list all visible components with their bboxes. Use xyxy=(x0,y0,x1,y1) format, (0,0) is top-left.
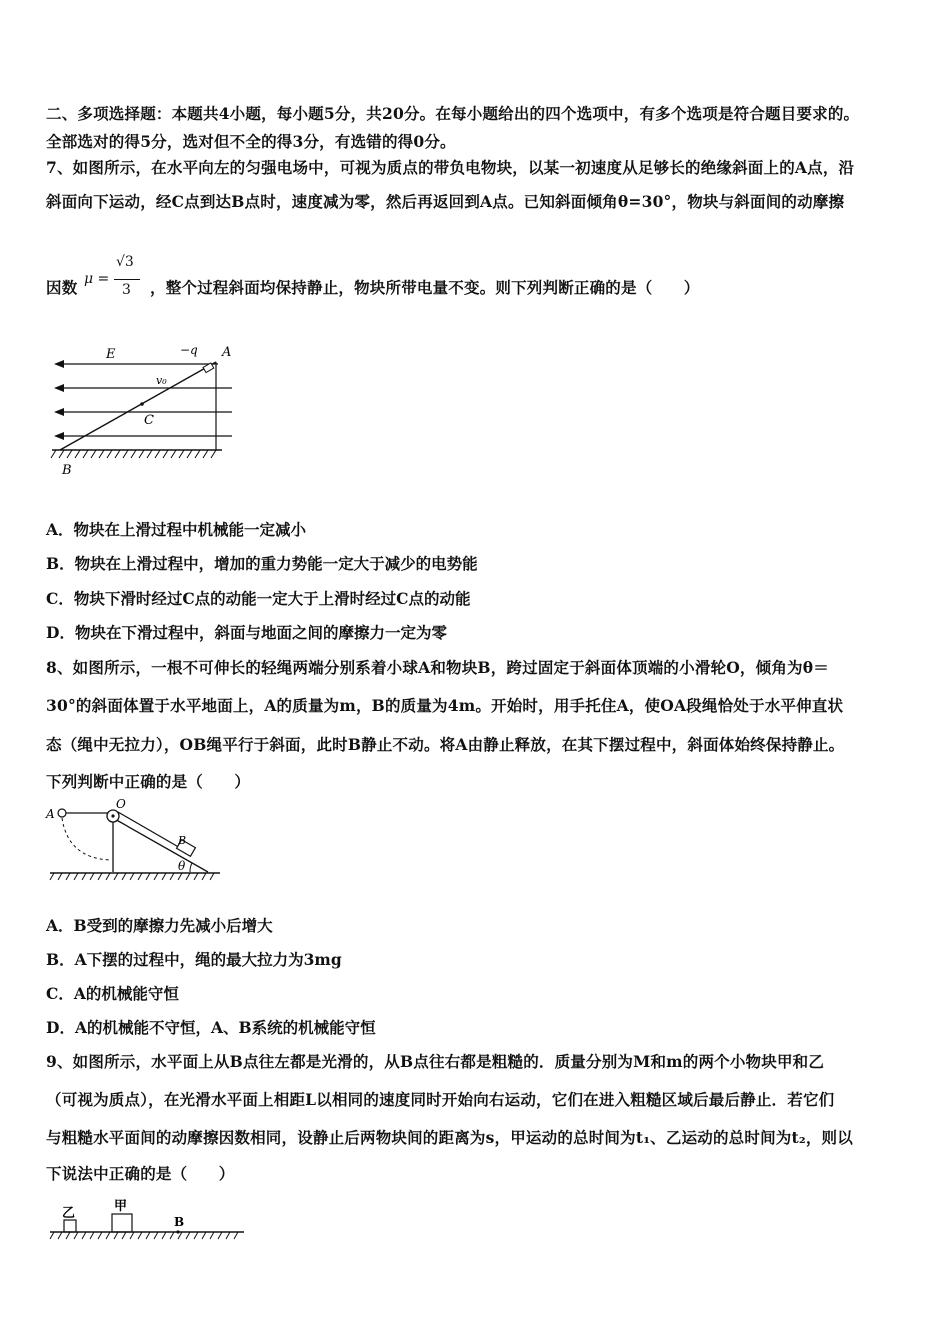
q9-text-line4: 下说法中正确的是（ ） xyxy=(46,1164,235,1183)
q8-option-c[interactable]: C．A的机械能守恒 xyxy=(46,984,179,1003)
label-o: O xyxy=(116,798,126,811)
label-b: B xyxy=(62,463,72,478)
q8-text-line4: 下列判断中正确的是（ ） xyxy=(46,772,251,791)
arrowhead-icon xyxy=(54,384,64,392)
q8-figure-pulley-incline xyxy=(40,798,230,888)
q8-option-d[interactable]: D．A的机械能不守恒，A、B系统的机械能守恒 xyxy=(46,1018,376,1037)
label-yi: 乙 xyxy=(62,1206,76,1221)
q7-figure-incline-field xyxy=(40,340,240,480)
arrowhead-icon xyxy=(54,360,64,368)
label-e: E xyxy=(106,347,116,362)
q7-text-line3-suffix: ，整个过程斜面均保持静止，物块所带电量不变。则下列判断正确的是（ ） xyxy=(150,278,700,297)
label-a: A xyxy=(46,807,55,821)
q7-option-d[interactable]: D．物块在下滑过程中，斜面与地面之间的摩擦力一定为零 xyxy=(46,623,447,642)
q8-text-line1: 8、如图所示，一根不可伸长的轻绳两端分别系着小球A和物块B，跨过固定于斜面体顶端的小滑轮O，倾角为θ＝ xyxy=(46,658,829,677)
swing-path xyxy=(62,818,110,860)
q7-option-c[interactable]: C．物块下滑时经过C点的动能一定大于上滑时经过C点的动能 xyxy=(46,589,471,608)
ball-a xyxy=(58,809,66,817)
section-heading: 二、多项选择题：本题共4小题，每小题5分，共20分。在每小题给出的四个选项中，有多个选项是符合题目要求的。 xyxy=(46,104,860,123)
rope-ob xyxy=(118,812,182,849)
label-charge: −q xyxy=(180,343,198,357)
q7-text-line3-prefix: 因数 xyxy=(46,278,78,297)
label-v0: v₀ xyxy=(156,374,167,387)
q7-text-line2: 斜面向下运动，经C点到达B点时，速度减为零，然后再返回到A点。已知斜面倾角θ=30°，物块与斜面间的动摩擦 xyxy=(46,192,845,211)
label-b: B xyxy=(174,1215,185,1229)
arrowhead-icon xyxy=(54,408,64,416)
q7-text-line1: 7、如图所示，在水平向左的匀强电场中，可视为质点的带负电物块，以某一初速度从足够长的绝缘斜面上的A点，沿 xyxy=(46,158,855,177)
q8-text-line3: 态（绳中无拉力），OB绳平行于斜面，此时B静止不动。将A由静止释放，在其下摆过程中，斜面体始终保持静止。 xyxy=(46,735,845,754)
q7-option-a[interactable]: A．物块在上滑过程中机械能一定减小 xyxy=(46,520,307,539)
label-theta: θ xyxy=(178,859,186,873)
section-scoring-rule: 全部选对的得5分，选对但不全的得3分，有选错的得0分。 xyxy=(46,132,456,151)
incline-surface xyxy=(60,362,216,450)
mu-denominator: 3 xyxy=(122,282,131,298)
q8-option-b[interactable]: B．A下摆的过程中，绳的最大拉力为3mg xyxy=(46,950,342,969)
q7-option-b[interactable]: B．物块在上滑过程中，增加的重力势能一定大于减少的电势能 xyxy=(46,554,478,573)
incline-slope xyxy=(113,818,208,872)
q9-text-line3: 与粗糙水平面间的动摩擦因数相同，设静止后两物块间的距离为s，甲运动的总时间为t₁、乙运动的总时间为t₂，则以 xyxy=(46,1128,853,1147)
q7-mu-formula xyxy=(84,254,144,304)
q8-text-line2: 30°的斜面体置于水平地面上，A的质量为m，B的质量为4m。开始时，用手托住A，使OA段绳恰处于水平伸直状 xyxy=(46,696,844,715)
fraction-bar xyxy=(114,279,140,280)
point-c-dot xyxy=(140,402,144,406)
q9-text-line2: （可视为质点），在光滑水平面上相距L以相同的速度同时开始向右运动，它们在进入粗糙区域后最后静止．若它们 xyxy=(46,1090,835,1109)
label-a: A xyxy=(222,345,232,360)
q8-option-a[interactable]: A．B受到的摩擦力先减小后增大 xyxy=(46,916,273,935)
label-c: C xyxy=(144,413,154,428)
pulley-axle xyxy=(111,814,114,817)
q9-text-line1: 9、如图所示，水平面上从B点往左都是光滑的，从B点往右都是粗糙的．质量分别为M和m的两个小物块甲和乙 xyxy=(46,1052,825,1071)
block-yi xyxy=(64,1220,76,1232)
label-b: B xyxy=(178,834,187,847)
angle-arc xyxy=(190,863,192,872)
label-jia: 甲 xyxy=(114,1199,128,1214)
arrowhead-icon xyxy=(54,432,64,440)
mu-numerator: √3 xyxy=(116,254,134,270)
mu-symbol: μ = xyxy=(84,271,110,287)
q9-figure-blocks xyxy=(44,1190,254,1246)
block-jia xyxy=(112,1214,132,1232)
